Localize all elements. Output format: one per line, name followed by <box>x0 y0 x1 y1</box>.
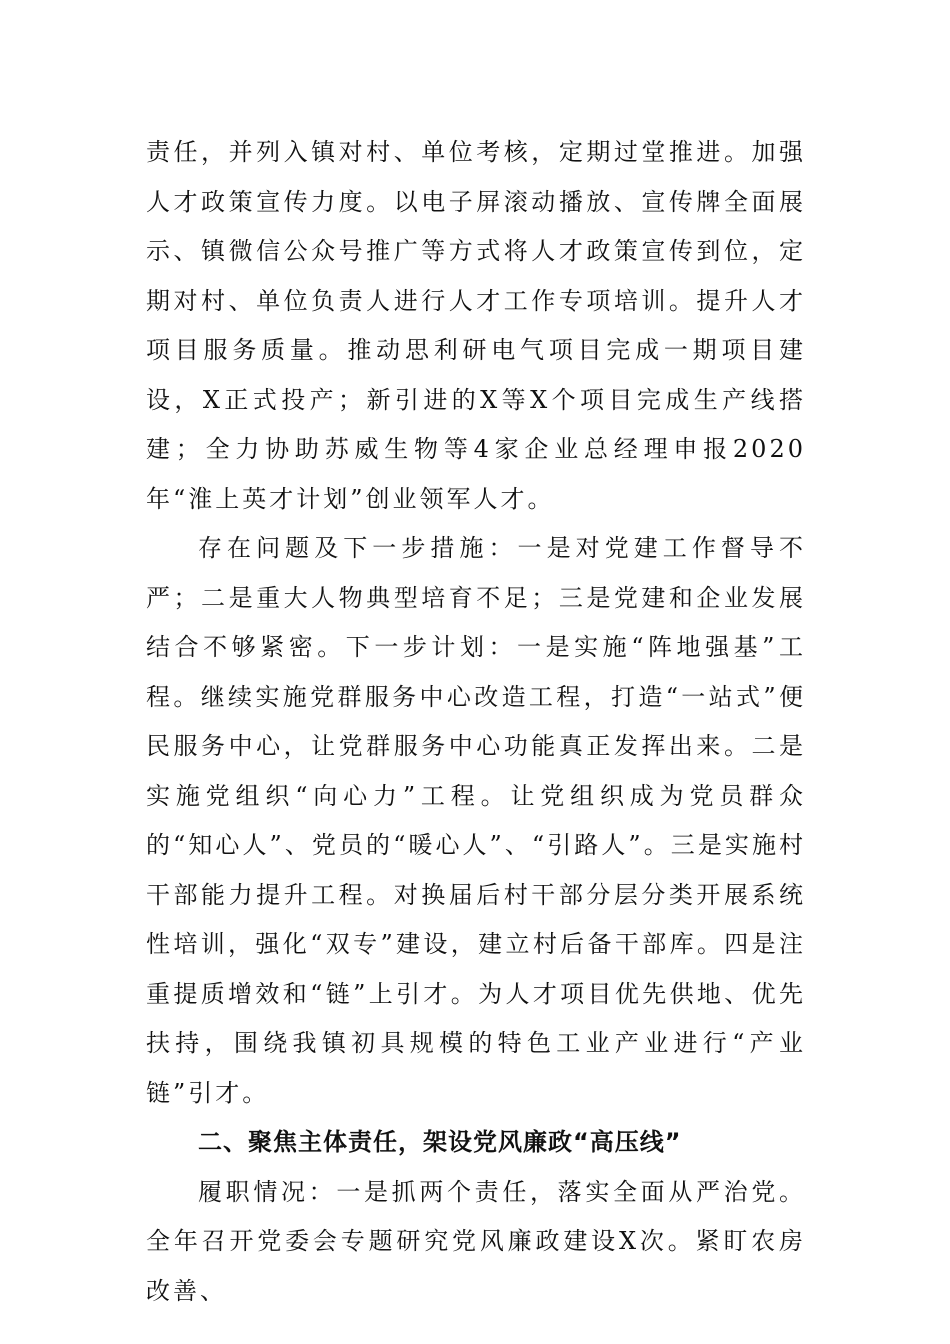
paragraph-duty-performance: 履职情况：一是抓两个责任，落实全面从严治党。全年召开党委会专题研究党风廉政建设X次。紧盯农房改善、 <box>146 1177 806 1305</box>
paragraph-talent-policy: 责任，并列入镇对村、单位考核，定期过堂推进。加强人才政策宣传力度。以电子屏滚动播放、宣传牌全面展示、镇微信公众号推广等方式将人才政策宣传到位，定期对村、单位负责人进行人才工作专项培训。提升人才项目服务质量。推动思利研电气项目完成一期项目建设，X正式投产；新引进的X等X个项目完成生产线搭建；全力协助苏威生物等4家企业总经理申报2020年“淮上英才计划”创业领军人才。 <box>146 138 806 513</box>
section-heading: 二、聚焦主体责任，架设党风廉政“高压线” <box>198 1128 682 1156</box>
document-body <box>146 128 806 1316</box>
paragraph-problems-next-steps: 存在问题及下一步措施：一是对党建工作督导不严；二是重大人物典型培育不足；三是党建和企业发展结合不够紧密。下一步计划：一是实施“阵地强基”工程。继续实施党群服务中心改造工程，打造“一站式”便民服务中心，让党群服务中心功能真正发挥出来。二是实施党组织“向心力”工程。让党组织成为党员群众的“知心人”、党员的“暖心人”、“引路人”。三是实施村干部能力提升工程。对换届后村干部分层分类开展系统性培训，强化“双专”建设，建立村后备干部库。四是注重提质增效和“链”上引才。为人才项目优先供地、优先扶持，围绕我镇初具规模的特色工业产业进行“产业链”引才。 <box>146 534 806 1107</box>
